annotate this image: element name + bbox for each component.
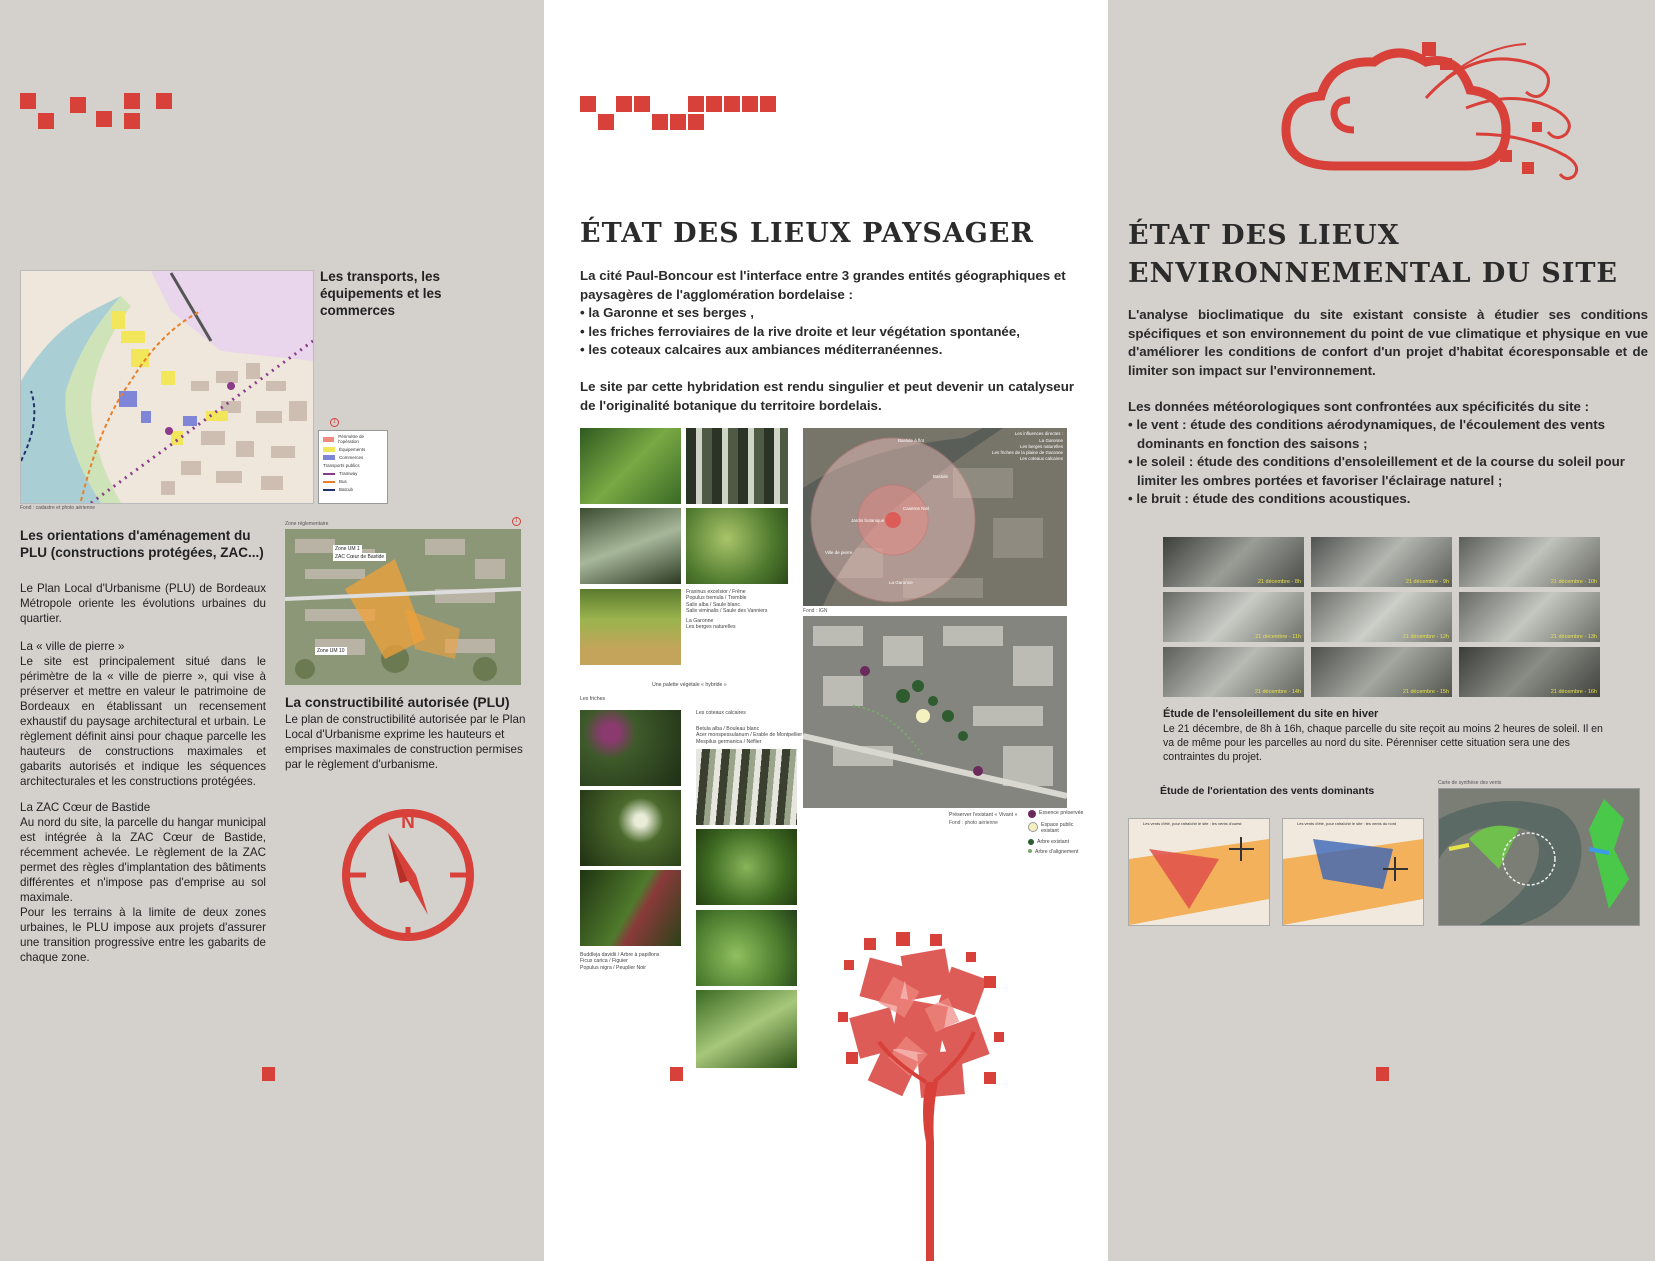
sun-frame xyxy=(1163,537,1304,587)
species-garonne: Fraxinus excelsior / Frêne Populus tremula / Tremble Salix alba / Saule blanc Salix viminalis / Saule des Vanniers xyxy=(686,589,768,615)
photo-fig xyxy=(580,790,681,866)
bullet-item: • la Garonne et ses berges , xyxy=(580,305,754,320)
sun-text: Le 21 décembre, de 8h à 16h, chaque parcelle du site reçoit au moins 2 heures de soleil. Il en va de même pour les parcelles au nord du site. Pérenniser cette situation sera une des contraintes du projet. xyxy=(1163,723,1603,763)
env-data-intro: Les données météorologiques sont confrontées aux spécificités du site : xyxy=(1128,399,1590,414)
photo-maple xyxy=(696,829,797,905)
env-intro: L'analyse bioclimatique du site existant consiste à étudier ses conditions spécifiques et son environnement du point de vue climatique et physique en vue d'améliorer les conditions de confort d'un projet d'habitat écoresponsable et de limiter son impact sur l'environnement. xyxy=(1128,307,1648,378)
synth-caption: Carte de synthèse des vents xyxy=(1438,780,1502,786)
tree-icon xyxy=(834,932,1014,1261)
aerial-caption: Zone réglementaire xyxy=(285,521,329,527)
wind-map-title: Les vents d'été, pour rafraîchir le site : les vents du nord xyxy=(1297,821,1397,826)
sun-time-label: 21 décembre - 12h xyxy=(1402,634,1449,640)
influence-map-credit: Fond : IGN xyxy=(803,608,828,614)
wind-synthesis-map xyxy=(1438,788,1640,926)
sun-frame xyxy=(1311,537,1452,587)
zac-title: La ZAC Cœur de Bastide xyxy=(20,801,151,814)
transport-map-legend xyxy=(318,430,388,504)
constr-title: La constructibilité autorisée (PLU) xyxy=(285,695,510,710)
aerial-label: Zone UM 1 xyxy=(335,546,360,552)
panel-landscape xyxy=(544,0,1108,1261)
legend-label: Arbre existant xyxy=(1037,838,1070,845)
transport-map xyxy=(20,270,314,504)
influence-label: La Garonne xyxy=(889,580,913,585)
legend-label: Espace public existant xyxy=(1041,822,1074,835)
sun-frame xyxy=(1459,537,1600,587)
preserve-legend xyxy=(1028,810,1088,856)
species-friches: Buddleja davidii / Arbre à papillons Ficus carica / Figuier Populus nigra / Peuplier Noir xyxy=(580,952,660,971)
plu-title: Les orientations d'aménagement du PLU (constructions protégées, ZAC...) xyxy=(20,528,264,560)
sun-time-label: 21 décembre - 15h xyxy=(1402,689,1449,695)
ville-title: La « ville de pierre » xyxy=(20,640,125,653)
photo-willow xyxy=(580,508,681,584)
legend-label: Tramway xyxy=(339,471,358,476)
aerial-label: Zone UM 10 xyxy=(317,648,345,654)
photo-medlar xyxy=(696,990,797,1068)
coteaux-label: Les coteaux calcaires xyxy=(696,710,746,716)
legend-label: Bus xyxy=(339,479,347,484)
sun-title: Étude de l'ensoleillement du site en hiver xyxy=(1163,708,1379,720)
wind-map-title: Les vents d'été, pour rafraîchir le site : les vents d'ouest xyxy=(1143,821,1242,826)
influence-label: Caserne Niel xyxy=(903,506,930,511)
photo-birch xyxy=(696,749,797,825)
legend-dot xyxy=(1028,822,1038,832)
legend-dot xyxy=(1028,849,1032,853)
legend-label: Arbre d'alignement xyxy=(1035,849,1079,856)
legend-swatch xyxy=(323,437,334,442)
preserve-caption: Préserver l'existant « Vivant » xyxy=(949,812,1018,818)
landscape-bullets xyxy=(580,304,1074,360)
bottom-marker xyxy=(262,1067,275,1081)
palette-caption: Une palette végétale « hybride » xyxy=(652,682,727,688)
zac-text: Au nord du site, la parcelle du hangar municipal est intégrée à la ZAC Cœur de Bastide, récemment achevée. Le règlement de la ZAC permet des règles d'implantation des bâtiments différentes et n'impose pas d'emprise au sol maximale. Pour les terrains à la limite de deux zones urbaines, le PLU impose aux projets d'assurer une transition progressive entre les gabarits de chaque zone. xyxy=(20,816,266,964)
photo-medlar-leaves xyxy=(696,910,797,986)
constr-text: Le plan de constructibilité autorisée par le Plan Local d'Urbanisme exprime les hauteurs et emprises maximales de construction permises par le règlement d'urbanisme. xyxy=(285,713,526,771)
sun-frame xyxy=(1459,592,1600,642)
garonne-label: La Garonne Les berges naturelles xyxy=(686,618,736,631)
sun-time-label: 21 décembre - 10h xyxy=(1550,579,1597,585)
sun-frame xyxy=(1163,592,1304,642)
influence-map xyxy=(803,428,1067,606)
legend-dot xyxy=(1028,839,1034,845)
aerial-note-marker: 1 xyxy=(512,517,521,526)
sun-frame xyxy=(1311,647,1452,697)
bullet-item: • le vent : étude des conditions aérodynamiques, de l'écoulement des vents dominants en fonction des saisons ; xyxy=(1128,417,1606,451)
env-bullets xyxy=(1128,416,1653,509)
photo-leaves xyxy=(580,428,681,504)
plu-intro: Le Plan Local d'Urbanisme (PLU) de Bordeaux Métropole oriente les évolutions urbaines du quartier. xyxy=(20,582,266,625)
photo-buddleja xyxy=(580,710,681,786)
decor-square xyxy=(1440,58,1452,70)
influence-label: Bastide à flot xyxy=(898,438,925,443)
influence-legend-title: Les influences directes : xyxy=(1014,431,1063,436)
legend-label: Batcub xyxy=(339,487,354,492)
influence-legend-item: La Garonne xyxy=(1039,438,1063,443)
influence-legend-item: Les berges naturelles xyxy=(1019,444,1063,449)
sun-study-grid xyxy=(1163,537,1609,698)
preserve-credit: Fond : photo aérienne xyxy=(949,820,998,826)
decor-square xyxy=(1422,42,1436,56)
influence-label: Ville de pierre xyxy=(825,550,853,555)
wind-title: Étude de l'orientation des vents dominants xyxy=(1160,785,1375,797)
legend-swatch xyxy=(323,489,335,491)
sun-time-label: 21 décembre - 16h xyxy=(1550,689,1597,695)
compass-letter: N xyxy=(401,812,415,833)
ville-text: Le site est principalement situé dans le périmètre de la « ville de pierre », qui vise à préserver et mettre en valeur le patrimoine de Bordeaux en établissant un recensement exhaustif du paysage architectural et urbain. Le règlement définit ainsi pour chaque parcelle les hauteurs de constructions maximales et gabarits autorisés et indique les séquences architecturales et les constructions protégées. xyxy=(20,655,266,788)
sun-time-label: 21 décembre - 13h xyxy=(1550,634,1597,640)
sun-frame xyxy=(1459,647,1600,697)
legend-label: Commerces xyxy=(339,455,364,460)
friches-label: Les friches xyxy=(580,696,606,702)
wind-map-west xyxy=(1128,818,1270,926)
sun-time-label: 21 décembre - 11h xyxy=(1255,634,1301,640)
transports-title: Les transports, les équipements et les commerces xyxy=(320,269,442,318)
bullet-item: • les coteaux calcaires aux ambiances méditerranéennes. xyxy=(580,342,943,357)
env-title-line2: ENVIRONNEMENTAL DU SITE xyxy=(1128,258,1618,289)
env-title-line1: ÉTAT DES LIEUX xyxy=(1128,220,1400,251)
legend-swatch xyxy=(323,447,335,452)
bullet-item: • le soleil : étude des conditions d'ensoleillement et de la course du soleil pour limiter les ombres portées et favoriser l'éclairage naturel ; xyxy=(1128,454,1625,488)
landscape-title: ÉTAT DES LIEUX PAYSAGER xyxy=(580,218,1034,249)
aerial-label: ZAC Cœur de Bastide xyxy=(335,554,385,560)
species-coteaux: Betula alba / Bouleau blanc Acer monspessulanum / Erable de Montpellier Mespilus germanica / Néflier xyxy=(696,726,803,745)
photo-reeds xyxy=(580,589,681,665)
bullet-item: • le bruit : étude des conditions acoustiques. xyxy=(1128,491,1411,506)
map-source: Fond : cadastre et photo aérienne xyxy=(20,505,96,511)
wind-map-north xyxy=(1282,818,1424,926)
landscape-para2: Le site par cette hybridation est rendu singulier et peut devenir un catalyseur de l'originalité botanique du territoire bordelais. xyxy=(580,379,1074,413)
preserve-map xyxy=(803,616,1067,808)
legend-swatch xyxy=(323,455,335,460)
panel-environment xyxy=(1108,0,1655,1261)
influence-label: Bastide xyxy=(933,474,949,479)
legend-label: Essence préservée xyxy=(1039,810,1084,816)
sun-time-label: 21 décembre - 9h xyxy=(1405,579,1449,585)
landscape-intro: La cité Paul-Boncour est l'interface entre 3 grandes entités géographiques et paysagères de l'agglomération bordelaise : xyxy=(580,268,1066,302)
legend-label: Transports publics xyxy=(323,463,360,468)
map-note-marker: 1 xyxy=(330,418,339,427)
compass-icon xyxy=(336,803,480,947)
photo-black-poplar xyxy=(580,870,681,946)
photo-ash xyxy=(686,508,788,584)
photo-poplar-trunks xyxy=(686,428,788,504)
sun-frame xyxy=(1311,592,1452,642)
legend-swatch xyxy=(323,481,335,483)
legend-label: Périmètre de l'opération xyxy=(338,434,365,444)
sun-time-label: 21 décembre - 8h xyxy=(1257,579,1301,585)
legend-label: Équipements xyxy=(339,447,366,452)
sun-frame xyxy=(1163,647,1304,697)
bottom-marker xyxy=(1376,1067,1389,1081)
sun-time-label: 21 décembre - 14h xyxy=(1254,689,1301,695)
aerial-plu-map xyxy=(285,529,521,685)
legend-swatch xyxy=(323,473,335,475)
bullet-item: • les friches ferroviaires de la rive droite et leur végétation spontanée, xyxy=(580,323,1020,339)
legend-dot xyxy=(1028,810,1036,818)
influence-legend-item: Les coteaux calcaires xyxy=(1019,456,1063,461)
panel-urbanism xyxy=(0,0,544,1261)
cloud-wind-icon xyxy=(1276,38,1596,184)
influence-label: Jardin botanique xyxy=(851,518,885,523)
influence-legend-item: Les friches de la plaine de Garonne xyxy=(991,450,1063,455)
bottom-marker xyxy=(670,1067,683,1081)
